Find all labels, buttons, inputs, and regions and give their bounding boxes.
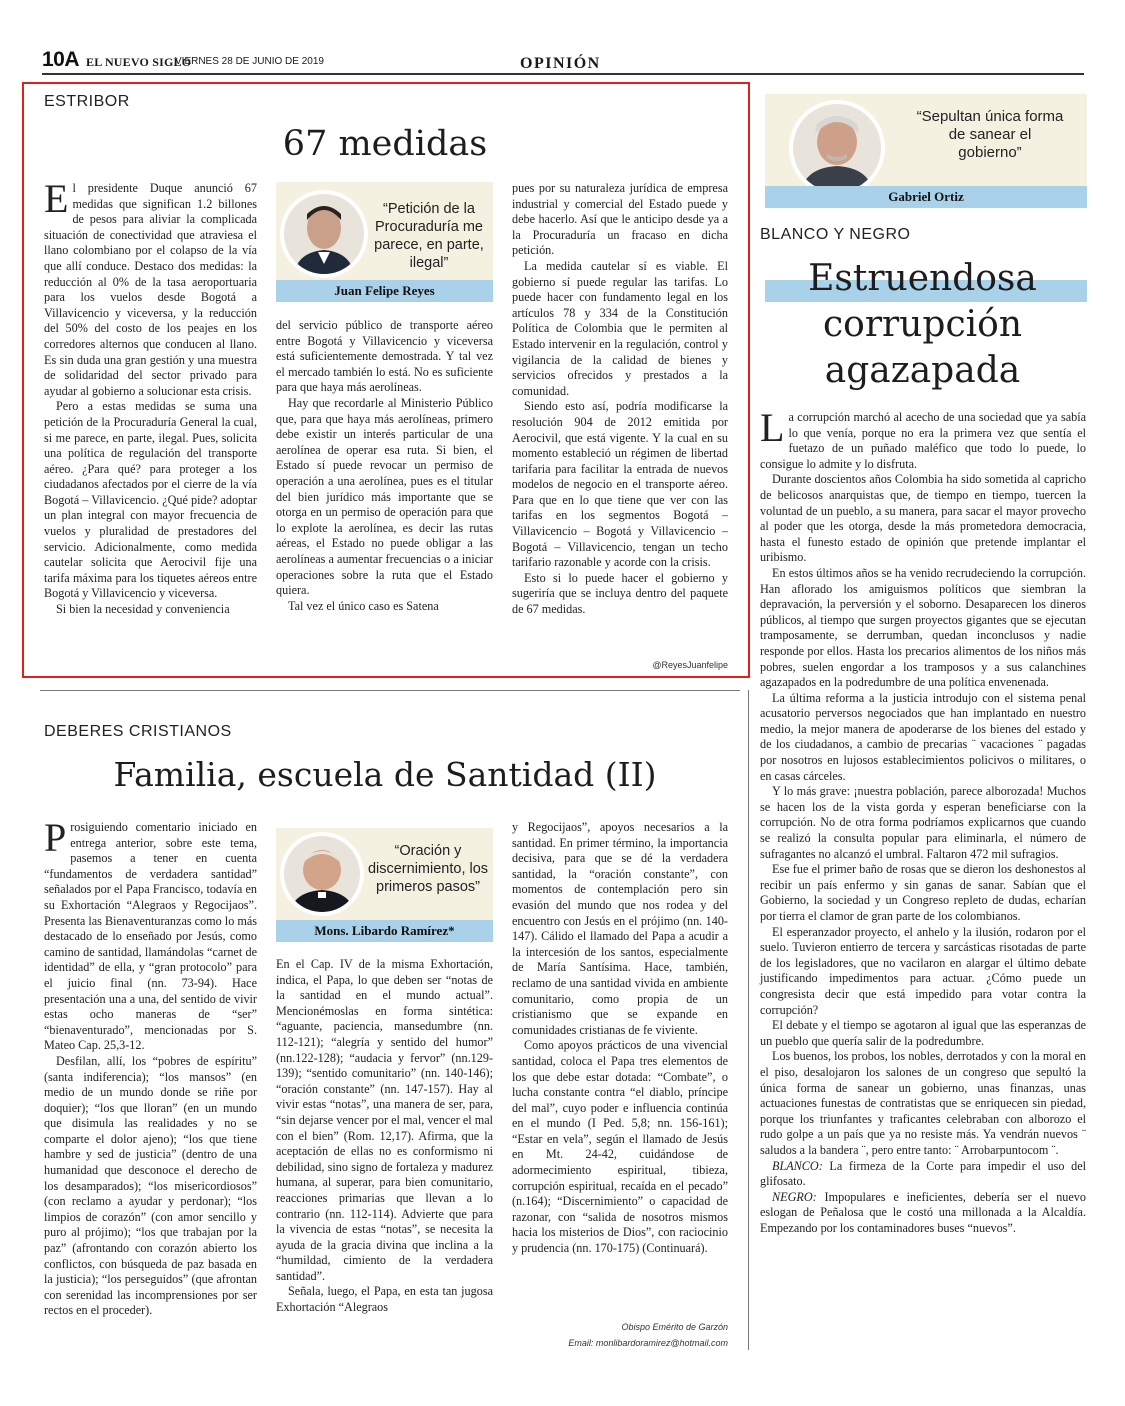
author-quote: “Petición de la Procuraduría me parece, en parte, ilegal” <box>374 201 484 271</box>
author-signature: Obispo Emérito de Garzón <box>621 1322 728 1332</box>
blanco-label: BLANCO: <box>772 1158 823 1173</box>
negro-text: Impopulares e ineficientes, debería ser el nuevo eslogan de Peñalosa que le costó una millonada a la Alcaldía. Empezando por los contaminadores buses “nuevos”. <box>760 1189 1086 1235</box>
author-box <box>276 182 493 302</box>
section-name: OPINIÓN <box>520 55 601 72</box>
article2-kicker: DEBERES CRISTIANOS <box>44 723 232 740</box>
author-photo <box>280 190 368 278</box>
paragraph: Tal vez el único caso es Satena <box>288 598 439 613</box>
article3-title: Estruendosa corrupción agazapada <box>808 258 1037 391</box>
author-twitter: @ReyesJuanfelipe <box>652 660 728 670</box>
article1-column-1 <box>44 176 257 618</box>
paragraph: Y lo más grave: ¡nuestra población, parece alborozada! Muchos se hacen los de la vista gorda y esperan beneficiarse con la corrupción. No de otra forma podríamos explicarnos que cuando se realizó la consulta popular para eliminarla, el número de sufragantes no alcanzó el umbral. Faltaron 472 mil sufragios. <box>760 784 1086 861</box>
author-quote: “Sepultan única forma de sanear el gobierno” <box>916 108 1064 161</box>
article1-column-3 <box>512 181 728 618</box>
paragraph: a corrupción marchó al acecho de una sociedad que ya sabía lo que venía, porque no era la primera vez que sentía el fuetazo de un puñado maléfico que todo lo puede, lo consigue lo admite y lo disfruta. <box>760 410 1086 471</box>
paragraph: Ese fue el primer baño de rosas que se dieron los deshonestos al recibir un país enfermo y sin ganas de sanar. Sabían que el Gobierno, la sociedad y un Congreso repleto de dudas, echarían por tierra el clamor de gran parte de los colombianos. <box>760 862 1086 923</box>
article2-column-1 <box>44 815 257 1319</box>
paragraph: Si bien la necesidad y conveniencia <box>56 602 230 617</box>
author-name: Gabriel Ortiz <box>765 186 1087 208</box>
paragraph: pues por su naturaleza jurídica de empresa industrial y comercial del Estado puede y debe hacerlo. Así que le anticipo desde ya a la Procuraduría un fracaso en dicha petición. <box>512 181 728 258</box>
header-rule <box>42 73 1084 75</box>
paragraph: Como apoyos prácticos de una vivencial santidad, coloca el Papa tres elementos de los que debe estar dotada: “Combate”, o lucha constante contra “el diablo, príncipe del mal”, cuyo poder e influencia continúa en el mundo (I Ped. 5,8; nn. 156-161); “Estar en vela”, según el llamado de Jesús en Mt. 24-42, cuidándose de adormecimiento espiritual, tibieza, corrupción espiritual, recaída en el pecado” (n.164); “Discernimiento” o capacidad de razonar, con “salida de nosotros mismos hacia los misterios de Dios”, con raciocinio y prudencia (nn. 170-175) (Continuará). <box>512 1038 728 1256</box>
article3-kicker: BLANCO Y NEGRO <box>760 226 911 243</box>
author-name: Juan Felipe Reyes <box>276 280 493 302</box>
author-name: Mons. Libardo Ramírez* <box>276 920 493 942</box>
paragraph: Siendo esto así, podría modificarse la resolución 904 de 2012 emitida por Aerocivil, que está vigente. Y la cual en su momento estableció un régimen de libertad tarifaria para facilitar la entrada de nuevos modelos de negocio en el transporte aéreo. Para que en lo que tiene que ver con las tarifas en los segmentos Bogotá – Villavicencio – Bogotá y Villavicencio – Bogotá – Villavicencio, tengan un techo tarifario razonable y acorde con la crisis. <box>512 399 728 570</box>
paragraph: y Regocijaos”, apoyos necesarios a la santidad. En primer término, la importancia decisiva, para que se dé la verdadera santidad, la “oración constante”, con momentos de contemplación pero sin evasión del mundo que nos rodea y del encuentro con Jesús en el prójimo (nn. 140-147). Cálido el llamado del Papa a acudir a la intercesión de los santos, especialmente de María Santísima. Hace, también, reclamo de una santidad vivida en ambiente comunitario, como propia de un cristianismo que se expande en comunidades cristianas de fe viviente. <box>512 820 728 1037</box>
page-number: 10A <box>42 48 80 71</box>
issue-date: VIERNES 28 DE JUNIO DE 2019 <box>175 56 324 67</box>
column-divider <box>748 690 749 1350</box>
newspaper-name: EL NUEVO SIGLO <box>86 55 192 69</box>
paragraph: Señala, luego, el Papa, en esta tan jugosa Exhortación “Alegraos <box>276 1284 493 1315</box>
paragraph: El debate y el tiempo se agotaron al igual que las esperanzas de un pueblo que quería salir de la podredumbre. <box>760 1018 1086 1048</box>
paragraph: En estos últimos años se ha venido recrudeciendo la corrupción. Han aflorado los amiguismos políticos que siembran la depravación, la perversión y el soborno. Desaparecen los dineros públicos, al tiempo que surgen proyectos gigantes que se ejecutan tramposamente, se derrumban, quedan inconclusos y nadie responde por ellos. Hasta los precarios alimentos de los niños más pobres, suelen engordar a los tramposos y a sus calanchines agazapados en la podredumbre de una política envenenada. <box>760 565 1086 690</box>
article2-column-2 <box>276 957 493 1316</box>
paragraph-blanco <box>760 1159 1086 1190</box>
paragraph: Durante doscientos años Colombia ha sido sometida al capricho de belicosos anarquistas que, de tiempo en tiempo, tuercen la voluntad de un pueblo, a su manera, para sacar el mayor provecho al poder que les otorga, desde la más prometedora democracia, hasta el funesto estado de opinión que pretende implantar el uribismo. <box>760 472 1086 565</box>
paragraph: rosiguiendo comentario iniciado en entrega anterior, sobre este tema, pasemos a tener en cuenta “fundamentos de verdadera santidad” señalados por el Papa Francisco, todavía en su Exhortación “Alegraos y Regocijaos”. Presenta las Bienaventuranzas como lo más destacado de lo enseñado por Jesús, como camino de santidad, llamándolas “carnet de identidad” de ella, y “gran protocolo” para el juicio final (nn. 73-94). Hace presentación una a una, del sentido de vivir estas ocho maneras de “ser” “bienaventurado”, mencionadas por S. Mateo Cap. 25,3-12. <box>44 820 257 1053</box>
author-quote: “Oración y discernimiento, los primeros pasos” <box>367 843 489 895</box>
paragraph: El esperanzador proyecto, el anhelo y la ilusión, rodaron por el suelo. Tuvieron entierro de tercera y sarcásticas risotadas de parte de los legisladores, que no vacilaron en alargar el último debate justificando impedimentos para actuar. ¿Cómo puede un congresista decir que está impedido para votar contra la corrupción? <box>760 924 1086 1017</box>
paragraph-negro <box>760 1190 1086 1237</box>
paragraph: Desfilan, allí, los “pobres de espíritu” (santa indiferencia); “los mansos” (en medio de un mundo donde se riñe por doquier); “los que lloran” (en un mundo que disimula las realidades y no se comparte el dolor ajeno); “los que tiene hambre y sed de justicia” (dentro de una humanidad que desconoce el derecho de los desamparados); “los misericordiosos” (con reclamo a ayudar y perdonar); “los limpios de corazón” (con amor sencillo y puro al prójimo); “los que trabajan por la paz” (afrontando con corazón abierto los conflictos, con búsqueda de paz basada en la justicia); “los perseguidos” (que afrontan con serenidad las incomprensiones por ser rectos en el proceder). <box>44 1053 257 1318</box>
dropcap: P <box>44 815 67 860</box>
paragraph: l presidente Duque anunció 67 medidas que significan 1.2 billones de pesos para aliviar la complicada situación de conectividad que atraviesa el llano colombiano por el colapso de la vía que allí conduce. Destaco dos medidas: la reducción al 0% de la tasa aeroportuaria para los vuelos desde Bogotá a Villavicencio y viceversa, y la reducción del 50% del costo de los peajes en los corredores alternos que conducen al llano. Es sin duda una gran gestión y una muestra de solidaridad del sector privado para ayudar al gobierno a solucionar esta crisis. <box>44 181 257 398</box>
author-photo <box>280 832 364 916</box>
author-box <box>276 828 493 942</box>
paragraph: Hay que recordarle al Ministerio Público que, para que haya más aerolíneas, primero debe existir un interés particular de una aerolínea de operar esa ruta. Si bien, el Estado sí puede revocar un permiso de operación a una aerolínea, pues es el titular del bien jurídico más importante que se otorga en un permiso de operación para que lo explote la aerolínea, es decir las rutas aéreas, el Estado no puede obligar a las aerolíneas a aumentar frecuencias o a iniciar operaciones sobre la ruta que el Estado quiera. <box>276 395 493 598</box>
article1-kicker: ESTRIBOR <box>44 93 130 110</box>
negro-label: NEGRO: <box>772 1189 817 1204</box>
paragraph: La medida cautelar sí es viable. El gobierno sí puede regular las tarifas. Lo puede hacer con fundamento legal en los artículos 78 y 334 de la Constitución Política de Colombia que le permiten al Estado intervenir en la regulación, control y vigilancia de la calidad de bienes y servicios ofrecidos y prestados a la comunidad. <box>512 258 728 398</box>
dropcap: L <box>760 405 785 450</box>
paragraph: En el Cap. IV de la misma Exhortación, indica, el Papa, lo que deben ser “notas de la santidad en el mundo actual”. Mencionémoslas en forma sintética: “aguante, paciencia, mansedumbre (nn. 112-121); “alegría y sentido del humor” (nn.122-128); “audacia y fervor” (nn.129-139); “sentido comunitario” (nn. 140-146); “oración constante” (nn. 147-157). Hay al vivir estas “notas”, una manera de ser, para, “sin dejarse vencer por el mal, vencer el mal con el bien” (Rom. 12,17). Afirma, que la aceptación de ellas no es conformismo ni debilidad, sino signo de fortaleza y madurez humana, al superar, para bien comunitario, reacciones primarias que llevan a lo contrario (nn. 112-114). Advierte que para la vivencia de estas “notas”, se necesita la ayuda de la gracia divina que inclina a la “humildad, cimiento de la verdadera santidad”. <box>276 957 493 1283</box>
paragraph: Los buenos, los probos, los nobles, derrotados y con la moral en el piso, desalojaron los salones de un congreso que sepultó la única forma de sanear un gobierno, unas finanzas, unas actuaciones funestas de contratistas que se enriquecen sin piedad, porque los triunfantes y traficantes celebraban con alborozo el rudo golpe a un país que ya no resiste más. Ya vendrán nuevos ¨ saludos a la bandera ¨, pero entre tanto: ¨ Arrobarpuntocom ¨. <box>760 1049 1086 1157</box>
author-email: Email: monlibardoramirez@hotmail.com <box>568 1338 728 1348</box>
blanco-text: La firmeza de la Corte para impedir el uso del glifosato. <box>760 1158 1086 1189</box>
author-photo <box>789 100 885 196</box>
article2-title: Familia, escuela de Santidad (II) <box>113 755 657 794</box>
paragraph: La última reforma a la justicia introdujo con el sistema penal acusatorio perversos negociados que han implantado en nuestro medio, la mejor manera de apoderarse de los bienes del estado y de los ciudadanos, a cambio de precarias ¨ vacaciones ¨ pagadas por nosotros en lujosos establecimientos policivos o militares, o en casas cárceles. <box>760 690 1086 783</box>
article2-column-3 <box>512 820 728 1257</box>
dropcap: E <box>44 176 69 221</box>
section-divider <box>40 690 740 691</box>
paragraph: Pero a estas medidas se suma una petición de la Procuraduría General la cual, si me parece, en parte, ilegal. Pues, solicita una política de regulación del transporte aéreo. ¿Para qué? para proteger a los ciudadanos afectados por el cierre de la vía Bogotá – Villavicencio. ¿Qué pide? adoptar un plan integral con mayor frecuencia de vuelos y pluralidad de prestadores del servicio. Adicionalmente, como medida cautelar solicita que Aerocivil fije una tarifa máxima para los tiquetes aéreos entre Bogotá y Villavicencio y viceversa. <box>44 399 257 601</box>
paragraph: del servicio público de transporte aéreo entre Bogotá y Villavicencio y viceversa está suficientemente demostrada. Y tal vez el mercado también lo está. No es suficiente para que haya más aerolíneas. <box>276 318 493 395</box>
paragraph: Esto si lo puede hacer el gobierno y sugeriría que se incluya dentro del paquete de 67 medidas. <box>512 570 728 617</box>
article1-title: 67 medidas <box>282 124 488 164</box>
article3-body <box>760 405 1086 1236</box>
article1-column-2 <box>276 318 493 614</box>
